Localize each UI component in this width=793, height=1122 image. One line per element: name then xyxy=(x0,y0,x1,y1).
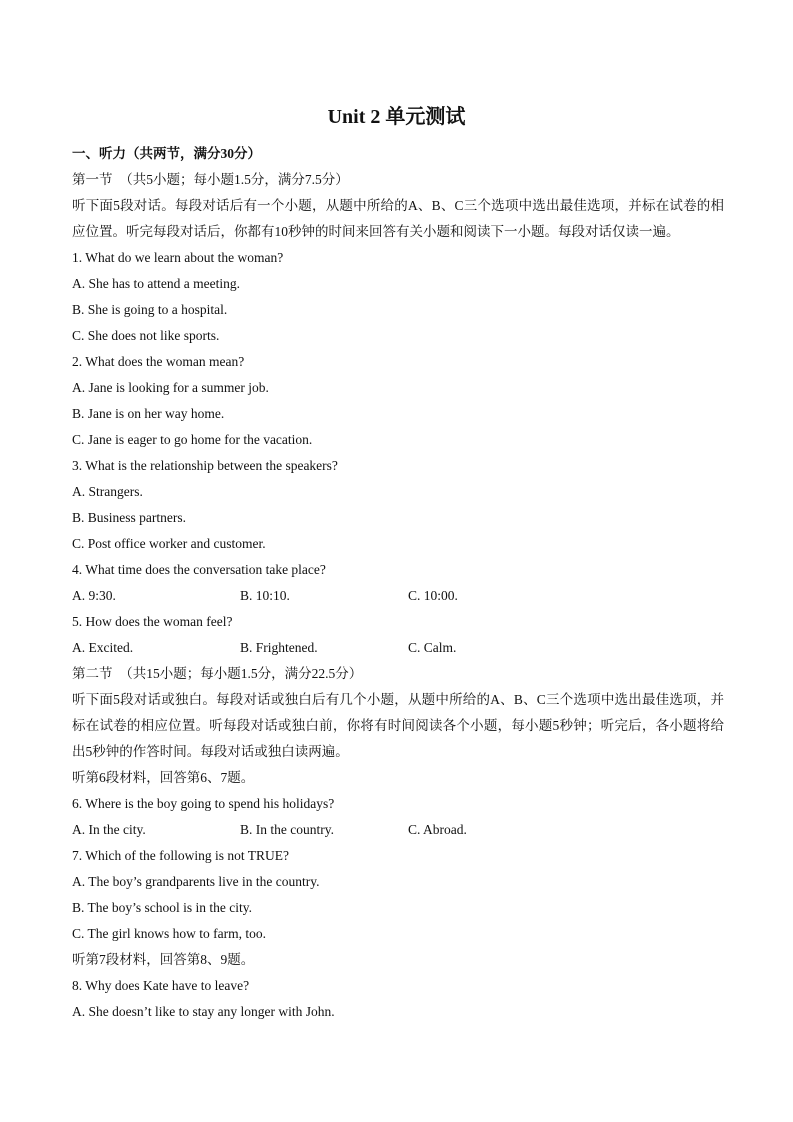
question-3-option-c: C. Post office worker and customer. xyxy=(72,536,266,551)
section2-heading: 第二节 （共15小题；每小题1.5分，满分22.5分） xyxy=(72,666,363,681)
part1-heading: 一、听力（共两节，满分30分） xyxy=(72,146,261,161)
question-2-option-c: C. Jane is eager to go home for the vacation. xyxy=(72,432,313,447)
question-1-option-c: C. She does not like sports. xyxy=(72,328,220,343)
question-4-option-c: C. 10:00. xyxy=(408,588,458,603)
document-body xyxy=(72,141,724,1025)
question-7-option-a: A. The boy’s grandparents live in the country. xyxy=(72,874,320,889)
section1-heading: 第一节 （共5小题；每小题1.5分，满分7.5分） xyxy=(72,172,349,187)
material-7-note: 听第7段材料，回答第8、9题。 xyxy=(72,952,255,967)
question-2-option-b: B. Jane is on her way home. xyxy=(72,406,225,421)
question-6-stem: 6. Where is the boy going to spend his holidays? xyxy=(72,796,335,811)
question-8-option-a: A. She doesn’t like to stay any longer with John. xyxy=(72,1004,335,1019)
question-5-option-c: C. Calm. xyxy=(408,640,457,655)
document-title: Unit 2 单元测试 xyxy=(327,106,466,128)
question-5-option-a: A. Excited. xyxy=(72,640,134,655)
question-3-option-a: A. Strangers. xyxy=(72,484,143,499)
question-1-stem: 1. What do we learn about the woman? xyxy=(72,250,284,265)
section1-instructions: 听下面5段对话。每段对话后有一个小题，从题中所给的A、B、C三个选项中选出最佳选项，并标在试卷的相应位置。听完每段对话后，你都有10秒钟的时间来回答有关小题和阅读下一小题。每段对话仅读一遍。 xyxy=(72,198,724,239)
question-6-options xyxy=(72,817,724,843)
question-2-stem: 2. What does the woman mean? xyxy=(72,354,245,369)
material-6-note: 听第6段材料，回答第6、7题。 xyxy=(72,770,255,785)
question-4-option-b: B. 10:10. xyxy=(240,588,290,603)
question-7-option-c: C. The girl knows how to farm, too. xyxy=(72,926,266,941)
question-6-option-b: B. In the country. xyxy=(240,822,334,837)
question-5-options xyxy=(72,635,724,661)
question-8-stem: 8. Why does Kate have to leave? xyxy=(72,978,250,993)
question-4-options xyxy=(72,583,724,609)
question-3-option-b: B. Business partners. xyxy=(72,510,186,525)
question-1-option-b: B. She is going to a hospital. xyxy=(72,302,228,317)
question-3-stem: 3. What is the relationship between the speakers? xyxy=(72,458,338,473)
section2-instructions: 听下面5段对话或独白。每段对话或独白后有几个小题，从题中所给的A、B、C三个选项中选出最佳选项，并标在试卷的相应位置。听每段对话或独白前，你将有时间阅读各个小题，每小题5秒钟；听完后，各小题将给出5秒钟的作答时间。每段对话或独白读两遍。 xyxy=(72,692,724,759)
question-6-option-c: C. Abroad. xyxy=(408,822,467,837)
question-5-option-b: B. Frightened. xyxy=(240,640,318,655)
question-5-stem: 5. How does the woman feel? xyxy=(72,614,233,629)
question-7-stem: 7. Which of the following is not TRUE? xyxy=(72,848,289,863)
question-4-option-a: A. 9:30. xyxy=(72,588,116,603)
question-6-option-a: A. In the city. xyxy=(72,822,146,837)
question-1-option-a: A. She has to attend a meeting. xyxy=(72,276,240,291)
question-4-stem: 4. What time does the conversation take place? xyxy=(72,562,326,577)
question-7-option-b: B. The boy’s school is in the city. xyxy=(72,900,252,915)
question-2-option-a: A. Jane is looking for a summer job. xyxy=(72,380,269,395)
